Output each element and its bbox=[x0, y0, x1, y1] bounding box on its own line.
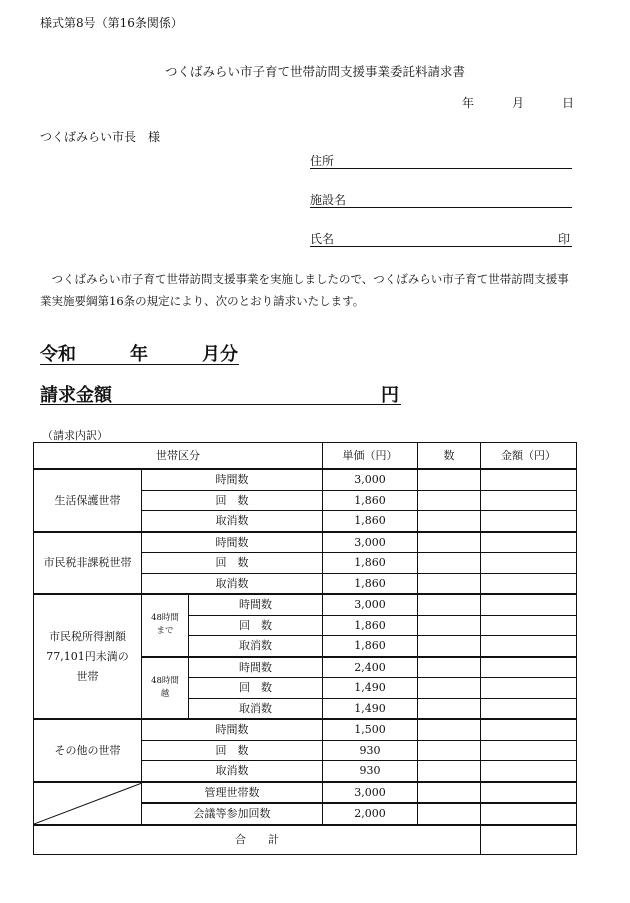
sub-category-line: 48時間 bbox=[151, 613, 179, 624]
period-era: 令和 bbox=[40, 344, 76, 365]
sub-category-line: 48時間 bbox=[151, 675, 179, 686]
category-line: 世帯 bbox=[76, 669, 99, 683]
category-tax-exempt: 市民税非課税世帯 bbox=[34, 532, 142, 595]
count-cell[interactable] bbox=[418, 490, 481, 511]
category-line: 77,101円未満の bbox=[46, 649, 129, 663]
count-cell[interactable] bbox=[418, 573, 481, 594]
sub-category-line: 越 bbox=[160, 688, 170, 699]
item-label: 管理世帯数 bbox=[142, 782, 323, 804]
item-label: 取消数 bbox=[189, 636, 323, 657]
period-month-label: 月分 bbox=[202, 344, 238, 365]
amount-cell[interactable] bbox=[481, 553, 577, 574]
amount-cell[interactable] bbox=[481, 615, 577, 636]
unit-price-cell: 1,860 bbox=[323, 573, 418, 594]
item-label: 時間数 bbox=[189, 594, 323, 615]
addressee: つくばみらい市長 様 bbox=[40, 130, 161, 144]
amount-unit: 円 bbox=[381, 385, 399, 406]
amount-cell[interactable] bbox=[481, 490, 577, 511]
table-row bbox=[34, 719, 577, 740]
count-cell[interactable] bbox=[418, 532, 481, 553]
amount-cell[interactable] bbox=[481, 803, 577, 825]
item-label: 回 数 bbox=[189, 678, 323, 699]
item-label: 時間数 bbox=[189, 657, 323, 678]
count-cell[interactable] bbox=[418, 594, 481, 615]
item-label: 取消数 bbox=[142, 761, 323, 782]
count-cell[interactable] bbox=[418, 782, 481, 804]
header-amount: 金額（円） bbox=[481, 443, 577, 470]
period-year-label: 年 bbox=[130, 344, 148, 365]
unit-price-cell: 1,860 bbox=[323, 511, 418, 532]
request-statement: つくばみらい市子育て世帯訪問支援事業を実施しましたので、つくばみらい市子育て世帯訪問支援事業実施要綱第16条の規定により、次のとおり請求いたします。 bbox=[40, 272, 569, 308]
table-row bbox=[34, 469, 577, 490]
unit-price-cell: 3,000 bbox=[323, 782, 418, 804]
amount-cell[interactable] bbox=[481, 573, 577, 594]
unit-price-cell: 1,500 bbox=[323, 719, 418, 740]
count-cell[interactable] bbox=[418, 553, 481, 574]
header-count: 数 bbox=[418, 443, 481, 470]
amount-cell[interactable] bbox=[481, 678, 577, 699]
sub-category-48h-or-less bbox=[142, 594, 189, 657]
item-label: 取消数 bbox=[142, 511, 323, 532]
unit-price-cell: 930 bbox=[323, 740, 418, 761]
sub-category-line: まで bbox=[156, 626, 174, 637]
date-day-label: 日 bbox=[562, 96, 575, 110]
table-row bbox=[34, 782, 577, 804]
address-label: 住所 bbox=[310, 154, 335, 168]
item-label: 回 数 bbox=[142, 553, 323, 574]
amount-cell[interactable] bbox=[481, 761, 577, 782]
billing-period[interactable] bbox=[40, 340, 239, 365]
unit-price-cell: 1,860 bbox=[323, 553, 418, 574]
unit-price-cell: 1,490 bbox=[323, 698, 418, 719]
document-title: つくばみらい市子育て世帯訪問支援事業委託料請求書 bbox=[164, 64, 465, 79]
total-amount-cell[interactable] bbox=[481, 825, 577, 855]
unit-price-cell: 2,400 bbox=[323, 657, 418, 678]
diagonal-line bbox=[34, 783, 142, 824]
item-label: 回 数 bbox=[142, 490, 323, 511]
table-row bbox=[34, 594, 577, 615]
header-category: 世帯区分 bbox=[34, 443, 323, 470]
item-label: 回 数 bbox=[142, 740, 323, 761]
count-cell[interactable] bbox=[418, 657, 481, 678]
date-year-label: 年 bbox=[462, 96, 475, 110]
unit-price-cell: 1,860 bbox=[323, 615, 418, 636]
amount-cell[interactable] bbox=[481, 511, 577, 532]
count-cell[interactable] bbox=[418, 678, 481, 699]
unit-price-cell: 1,860 bbox=[323, 490, 418, 511]
claim-amount[interactable] bbox=[40, 381, 401, 405]
amount-cell[interactable] bbox=[481, 719, 577, 740]
amount-cell[interactable] bbox=[481, 532, 577, 553]
item-label: 時間数 bbox=[142, 532, 323, 553]
count-cell[interactable] bbox=[418, 615, 481, 636]
diagonal-blank-cell bbox=[34, 782, 142, 825]
item-label: 回 数 bbox=[189, 615, 323, 636]
count-cell[interactable] bbox=[418, 803, 481, 825]
amount-cell[interactable] bbox=[481, 636, 577, 657]
unit-price-cell: 3,000 bbox=[323, 594, 418, 615]
breakdown-label: （請求内訳） bbox=[42, 429, 108, 442]
count-cell[interactable] bbox=[418, 740, 481, 761]
unit-price-cell: 930 bbox=[323, 761, 418, 782]
count-cell[interactable] bbox=[418, 719, 481, 740]
form-number: 様式第8号（第16条関係） bbox=[40, 16, 183, 30]
category-other: その他の世帯 bbox=[34, 719, 142, 782]
table-row bbox=[34, 532, 577, 553]
amount-cell[interactable] bbox=[481, 740, 577, 761]
total-row bbox=[34, 825, 577, 855]
amount-label: 請求金額 bbox=[40, 385, 112, 406]
count-cell[interactable] bbox=[418, 698, 481, 719]
amount-cell[interactable] bbox=[481, 698, 577, 719]
address-field[interactable] bbox=[310, 152, 572, 169]
facility-field[interactable] bbox=[310, 191, 572, 208]
name-field[interactable] bbox=[310, 230, 572, 247]
item-label: 会議等参加回数 bbox=[142, 803, 323, 825]
item-label: 取消数 bbox=[189, 698, 323, 719]
item-label: 時間数 bbox=[142, 469, 323, 490]
total-label: 合 計 bbox=[34, 825, 481, 855]
unit-price-cell: 2,000 bbox=[323, 803, 418, 825]
amount-cell[interactable] bbox=[481, 657, 577, 678]
facility-label: 施設名 bbox=[310, 193, 347, 207]
date-month-label: 月 bbox=[512, 96, 525, 110]
count-cell[interactable] bbox=[418, 636, 481, 657]
sub-category-over-48h bbox=[142, 657, 189, 720]
name-label: 氏名 bbox=[310, 232, 335, 246]
billing-breakdown-table bbox=[33, 442, 577, 855]
unit-price-cell: 3,000 bbox=[323, 532, 418, 553]
amount-cell[interactable] bbox=[481, 469, 577, 490]
unit-price-cell: 1,860 bbox=[323, 636, 418, 657]
category-welfare: 生活保護世帯 bbox=[34, 469, 142, 532]
amount-cell[interactable] bbox=[481, 594, 577, 615]
count-cell[interactable] bbox=[418, 511, 481, 532]
count-cell[interactable] bbox=[418, 469, 481, 490]
unit-price-cell: 3,000 bbox=[323, 469, 418, 490]
header-unit-price: 単価（円） bbox=[323, 443, 418, 470]
item-label: 時間数 bbox=[142, 719, 323, 740]
category-income-under-limit bbox=[34, 594, 142, 719]
seal-mark: 印 bbox=[557, 232, 570, 246]
amount-cell[interactable] bbox=[481, 782, 577, 804]
category-line: 市民税所得割額 bbox=[49, 629, 126, 643]
unit-price-cell: 1,490 bbox=[323, 678, 418, 699]
table-header-row bbox=[34, 443, 577, 470]
count-cell[interactable] bbox=[418, 761, 481, 782]
item-label: 取消数 bbox=[142, 573, 323, 594]
